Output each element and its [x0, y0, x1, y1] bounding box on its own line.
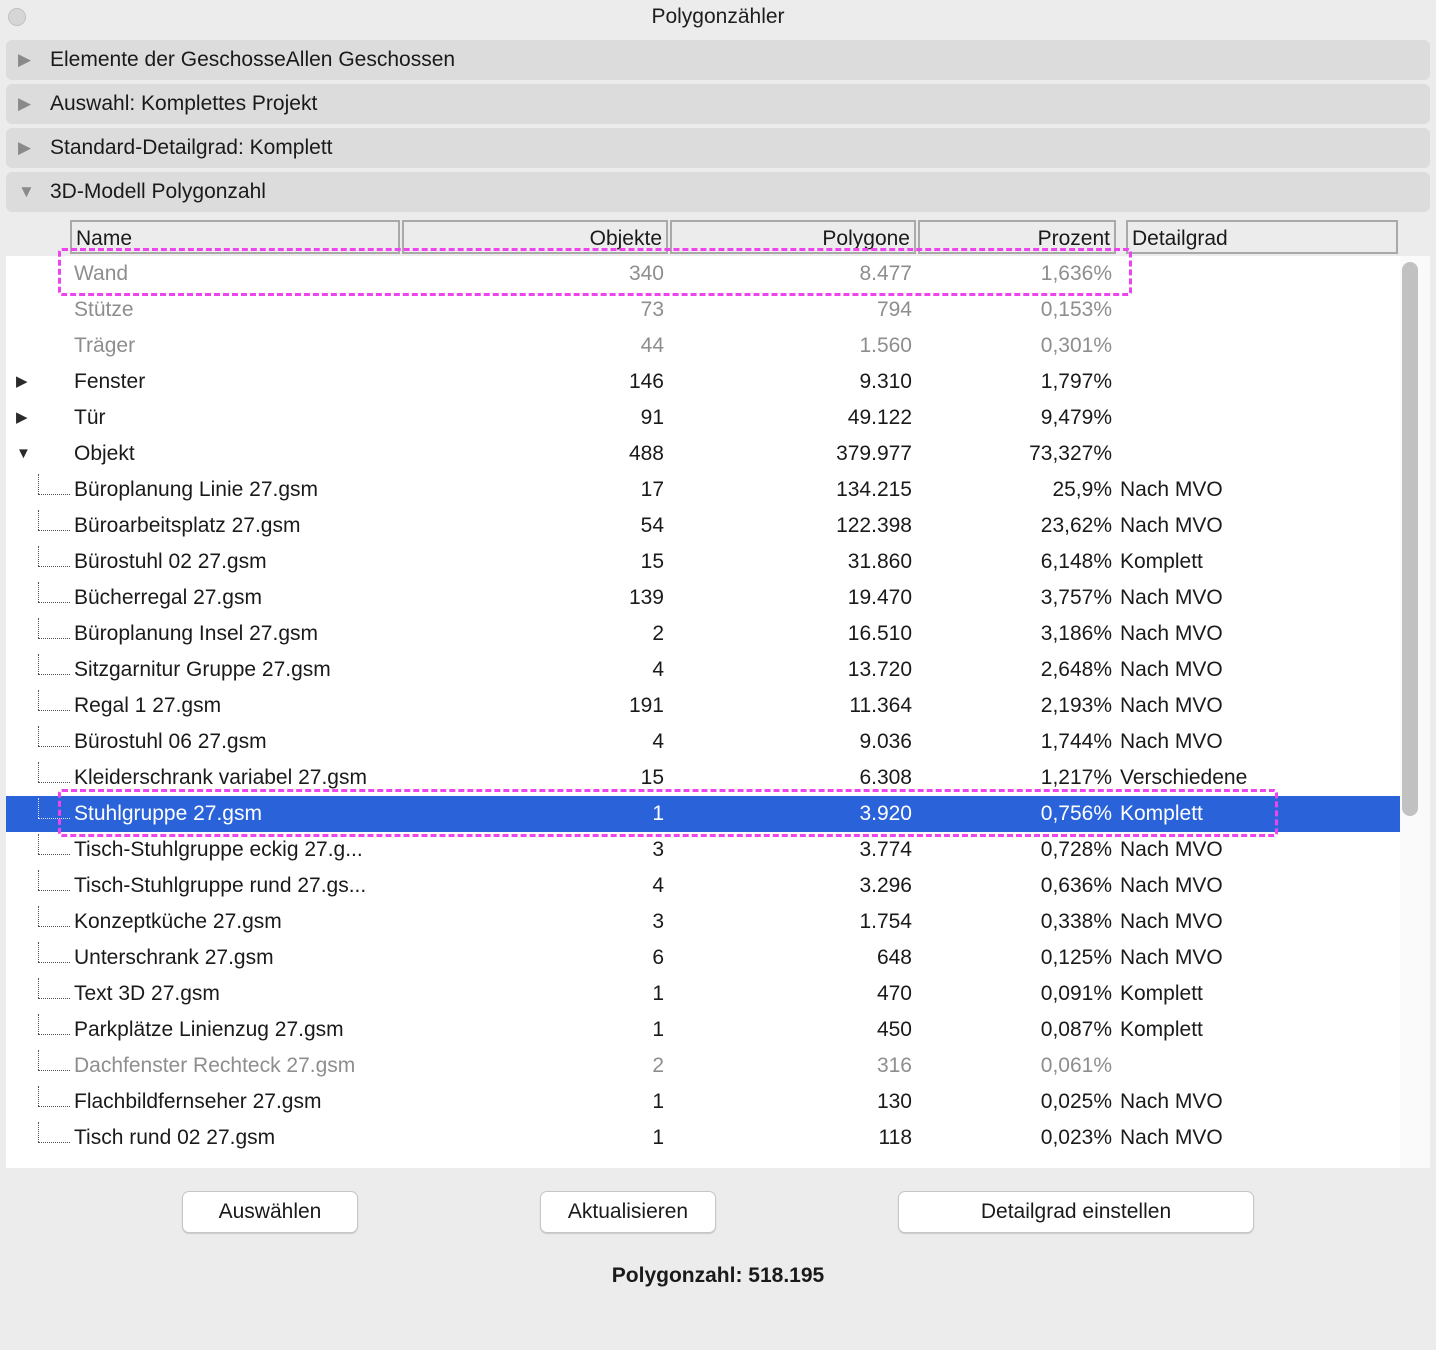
cell-detail: Nach MVO: [1120, 478, 1223, 501]
cell-objects: 1: [652, 982, 664, 1005]
tree-connector-icon: [38, 472, 72, 508]
set-detail-level-button[interactable]: Detailgrad einstellen: [898, 1191, 1254, 1233]
table-row[interactable]: [6, 1084, 1400, 1120]
disclosure-triangle-down-icon[interactable]: ▼: [16, 445, 31, 462]
table-row[interactable]: [6, 868, 1400, 904]
cell-name: Parkplätze Linienzug 27.gsm: [74, 1018, 344, 1041]
table-row[interactable]: [6, 760, 1400, 796]
cell-percent: 23,62%: [1040, 514, 1112, 537]
section-label: Standard-Detailgrad: Komplett: [50, 136, 333, 159]
cell-polygons: 19.470: [847, 586, 912, 609]
cell-polygons: 11.364: [849, 694, 912, 717]
tree-connector-icon: [38, 832, 72, 868]
total-polygon-count: Polygonzahl: 518.195: [611, 1264, 825, 1287]
cell-name: Bürostuhl 06 27.gsm: [74, 730, 267, 753]
tree-connector-icon: [38, 904, 72, 940]
table-row[interactable]: [6, 652, 1400, 688]
cell-name: Dachfenster Rechteck 27.gsm: [74, 1054, 356, 1077]
cell-polygons: 9.310: [859, 370, 912, 393]
disclosure-triangle-right-icon[interactable]: ▶: [18, 94, 32, 113]
cell-polygons: 3.920: [859, 802, 912, 825]
tree-connector-icon: [38, 544, 72, 580]
column-header-objects[interactable]: Objekte: [402, 220, 668, 254]
cell-percent: 2,193%: [1040, 694, 1112, 717]
cell-percent: 25,9%: [1052, 478, 1112, 501]
cell-percent: 0,087%: [1040, 1018, 1112, 1041]
section-selection[interactable]: [6, 84, 1430, 124]
cell-detail: Komplett: [1120, 550, 1203, 573]
cell-name: Regal 1 27.gsm: [74, 694, 222, 717]
table-row[interactable]: [6, 940, 1400, 976]
cell-detail: Nach MVO: [1120, 910, 1223, 933]
table-row[interactable]: [6, 688, 1400, 724]
cell-name: Stütze: [74, 298, 134, 321]
tree-connector-icon: [38, 1048, 72, 1084]
cell-name: Tisch rund 02 27.gsm: [74, 1126, 276, 1149]
cell-percent: 3,757%: [1040, 586, 1112, 609]
cell-name: Büroplanung Insel 27.gsm: [74, 622, 318, 645]
polygon-table: [6, 216, 1430, 1168]
table-row[interactable]: [6, 976, 1400, 1012]
window-title: Polygonzähler: [651, 5, 785, 28]
tree-connector-icon: [38, 868, 72, 904]
cell-detail: Komplett: [1120, 982, 1203, 1005]
cell-objects: 3: [652, 910, 664, 933]
cell-objects: 15: [640, 766, 664, 789]
cell-objects: 340: [628, 262, 664, 285]
table-row[interactable]: [6, 400, 1400, 436]
cell-name: Tür: [74, 406, 106, 429]
cell-detail: Nach MVO: [1120, 730, 1223, 753]
tree-connector-icon: [38, 1012, 72, 1048]
cell-percent: 0,023%: [1040, 1126, 1112, 1149]
section-label: Elemente der GeschosseAllen Geschossen: [50, 48, 456, 71]
section-3d-model-polycount[interactable]: [6, 172, 1430, 212]
cell-objects: 1: [652, 1018, 664, 1041]
cell-objects: 488: [628, 442, 664, 465]
cell-name: Bücherregal 27.gsm: [74, 586, 262, 609]
column-header-polygons[interactable]: Polygone: [670, 220, 916, 254]
cell-polygons: 1.560: [859, 334, 912, 357]
section-default-detail[interactable]: [6, 128, 1430, 168]
cell-detail: Nach MVO: [1120, 622, 1223, 645]
cell-name: Stuhlgruppe 27.gsm: [74, 802, 262, 825]
cell-detail: Nach MVO: [1120, 658, 1223, 681]
table-row[interactable]: [6, 724, 1400, 760]
cell-name: Büroplanung Linie 27.gsm: [74, 478, 319, 501]
cell-detail: Nach MVO: [1120, 694, 1223, 717]
cell-percent: 6,148%: [1040, 550, 1112, 573]
cell-detail: Nach MVO: [1120, 1126, 1223, 1149]
cell-percent: 0,728%: [1040, 838, 1112, 861]
section-floor-elements[interactable]: [6, 40, 1430, 80]
tree-connector-icon: [38, 688, 72, 724]
tree-connector-icon: [38, 652, 72, 688]
cell-detail: Verschiedene: [1120, 766, 1248, 789]
section-label: 3D-Modell Polygonzahl: [50, 180, 266, 203]
table-row[interactable]: [6, 256, 1400, 292]
cell-polygons: 3.296: [859, 874, 912, 897]
cell-name: Büroarbeitsplatz 27.gsm: [74, 514, 301, 537]
cell-objects: 2: [652, 622, 664, 645]
cell-detail: Nach MVO: [1120, 586, 1223, 609]
cell-objects: 191: [628, 694, 664, 717]
cell-polygons: 6.308: [859, 766, 912, 789]
column-header-percent[interactable]: Prozent: [918, 220, 1116, 254]
tree-connector-icon: [38, 580, 72, 616]
cell-objects: 17: [640, 478, 664, 501]
cell-name: Wand: [74, 262, 129, 285]
table-row[interactable]: [6, 508, 1400, 544]
cell-name: Unterschrank 27.gsm: [74, 946, 274, 969]
cell-objects: 1: [652, 802, 664, 825]
tree-connector-icon: [38, 976, 72, 1012]
cell-percent: 0,125%: [1040, 946, 1112, 969]
table-row[interactable]: [6, 292, 1400, 328]
cell-polygons: 379.977: [836, 442, 912, 465]
cell-detail: Komplett: [1120, 1018, 1203, 1041]
cell-polygons: 3.774: [859, 838, 912, 861]
cell-objects: 1: [652, 1090, 664, 1113]
column-header-detail[interactable]: Detailgrad: [1126, 220, 1398, 254]
cell-objects: 2: [652, 1054, 664, 1077]
refresh-button[interactable]: Aktualisieren: [540, 1191, 716, 1233]
disclosure-triangle-right-icon[interactable]: ▶: [16, 373, 28, 390]
cell-polygons: 1.754: [859, 910, 912, 933]
cell-name: Tisch-Stuhlgruppe rund 27.gs...: [74, 874, 367, 897]
table-row[interactable]: [6, 616, 1400, 652]
cell-name: Tisch-Stuhlgruppe eckig 27.g...: [74, 838, 363, 861]
cell-polygons: 648: [876, 946, 912, 969]
table-row[interactable]: [6, 364, 1400, 400]
cell-detail: Komplett: [1120, 802, 1203, 825]
cell-name: Träger: [74, 334, 136, 357]
cell-polygons: 794: [876, 298, 912, 321]
tree-connector-icon: [38, 1120, 72, 1156]
tree-connector-icon: [38, 760, 72, 796]
cell-percent: 2,648%: [1040, 658, 1112, 681]
cell-percent: 0,061%: [1040, 1054, 1112, 1077]
cell-polygons: 470: [876, 982, 912, 1005]
disclosure-triangle-right-icon[interactable]: ▶: [18, 50, 32, 69]
cell-objects: 4: [652, 874, 664, 897]
table-row[interactable]: [6, 436, 1400, 472]
vertical-scrollbar-thumb[interactable]: [1402, 262, 1418, 816]
cell-percent: 0,153%: [1040, 298, 1112, 321]
cell-percent: 1,744%: [1040, 730, 1112, 753]
cell-objects: 6: [652, 946, 664, 969]
cell-percent: 0,338%: [1040, 910, 1112, 933]
column-header-name[interactable]: Name: [70, 220, 400, 254]
cell-percent: 3,186%: [1040, 622, 1112, 645]
cell-polygons: 8.477: [859, 262, 912, 285]
cell-objects: 73: [640, 298, 664, 321]
cell-percent: 0,301%: [1040, 334, 1112, 357]
cell-polygons: 31.860: [847, 550, 912, 573]
cell-polygons: 9.036: [859, 730, 912, 753]
cell-polygons: 122.398: [836, 514, 912, 537]
cell-objects: 44: [640, 334, 664, 357]
section-label: Auswahl: Komplettes Projekt: [50, 92, 318, 115]
cell-percent: 9,479%: [1040, 406, 1112, 429]
cell-detail: Nach MVO: [1120, 1090, 1223, 1113]
cell-percent: 0,756%: [1040, 802, 1112, 825]
table-body: [6, 256, 1400, 1168]
table-row[interactable]: [6, 832, 1400, 868]
cell-objects: 3: [652, 838, 664, 861]
cell-polygons: 316: [876, 1054, 912, 1077]
table-row[interactable]: [6, 328, 1400, 364]
cell-objects: 4: [652, 658, 664, 681]
table-row[interactable]: [6, 904, 1400, 940]
cell-name: Objekt: [74, 442, 135, 465]
cell-polygons: 130: [876, 1090, 912, 1113]
cell-name: Fenster: [74, 370, 146, 393]
tree-connector-icon: [38, 724, 72, 760]
disclosure-triangle-down-icon[interactable]: ▼: [18, 182, 35, 201]
disclosure-triangle-right-icon[interactable]: ▶: [16, 409, 28, 426]
cell-percent: 1,797%: [1040, 370, 1112, 393]
cell-percent: 0,636%: [1040, 874, 1112, 897]
cell-name: Sitzgarnitur Gruppe 27.gsm: [74, 658, 331, 681]
cell-detail: Nach MVO: [1120, 946, 1223, 969]
cell-polygons: 450: [876, 1018, 912, 1041]
cell-name: Konzeptküche 27.gsm: [74, 910, 282, 933]
cell-percent: 0,091%: [1040, 982, 1112, 1005]
tree-connector-icon: [38, 616, 72, 652]
select-button[interactable]: Auswählen: [182, 1191, 358, 1233]
cell-detail: Nach MVO: [1120, 514, 1223, 537]
table-header: [6, 216, 1430, 256]
cell-objects: 91: [640, 406, 664, 429]
cell-percent: 73,327%: [1029, 442, 1112, 465]
tree-connector-icon: [38, 796, 72, 832]
table-row[interactable]: [6, 1012, 1400, 1048]
cell-polygons: 49.122: [847, 406, 912, 429]
cell-objects: 139: [628, 586, 664, 609]
cell-objects: 146: [628, 370, 664, 393]
cell-detail: Nach MVO: [1120, 874, 1223, 897]
cell-name: Bürostuhl 02 27.gsm: [74, 550, 267, 573]
table-row[interactable]: [6, 580, 1400, 616]
cell-polygons: 118: [878, 1126, 912, 1149]
cell-objects: 1: [652, 1126, 664, 1149]
cell-name: Kleiderschrank variabel 27.gsm: [74, 766, 367, 789]
table-row[interactable]: [6, 544, 1400, 580]
cell-detail: Nach MVO: [1120, 838, 1223, 861]
table-row[interactable]: [6, 1048, 1400, 1084]
cell-percent: 1,217%: [1040, 766, 1112, 789]
cell-percent: 1,636%: [1040, 262, 1112, 285]
cell-objects: 4: [652, 730, 664, 753]
cell-objects: 15: [640, 550, 664, 573]
cell-name: Flachbildfernseher 27.gsm: [74, 1090, 322, 1113]
cell-name: Text 3D 27.gsm: [74, 982, 220, 1005]
table-row[interactable]: [6, 472, 1400, 508]
cell-percent: 0,025%: [1040, 1090, 1112, 1113]
cell-objects: 54: [640, 514, 664, 537]
cell-polygons: 134.215: [836, 478, 912, 501]
cell-polygons: 13.720: [847, 658, 912, 681]
tree-connector-icon: [38, 940, 72, 976]
tree-connector-icon: [38, 1084, 72, 1120]
disclosure-triangle-right-icon[interactable]: ▶: [18, 138, 32, 157]
table-row-selected[interactable]: [6, 796, 1400, 832]
tree-connector-icon: [38, 508, 72, 544]
cell-polygons: 16.510: [847, 622, 912, 645]
table-row[interactable]: [6, 1120, 1400, 1156]
